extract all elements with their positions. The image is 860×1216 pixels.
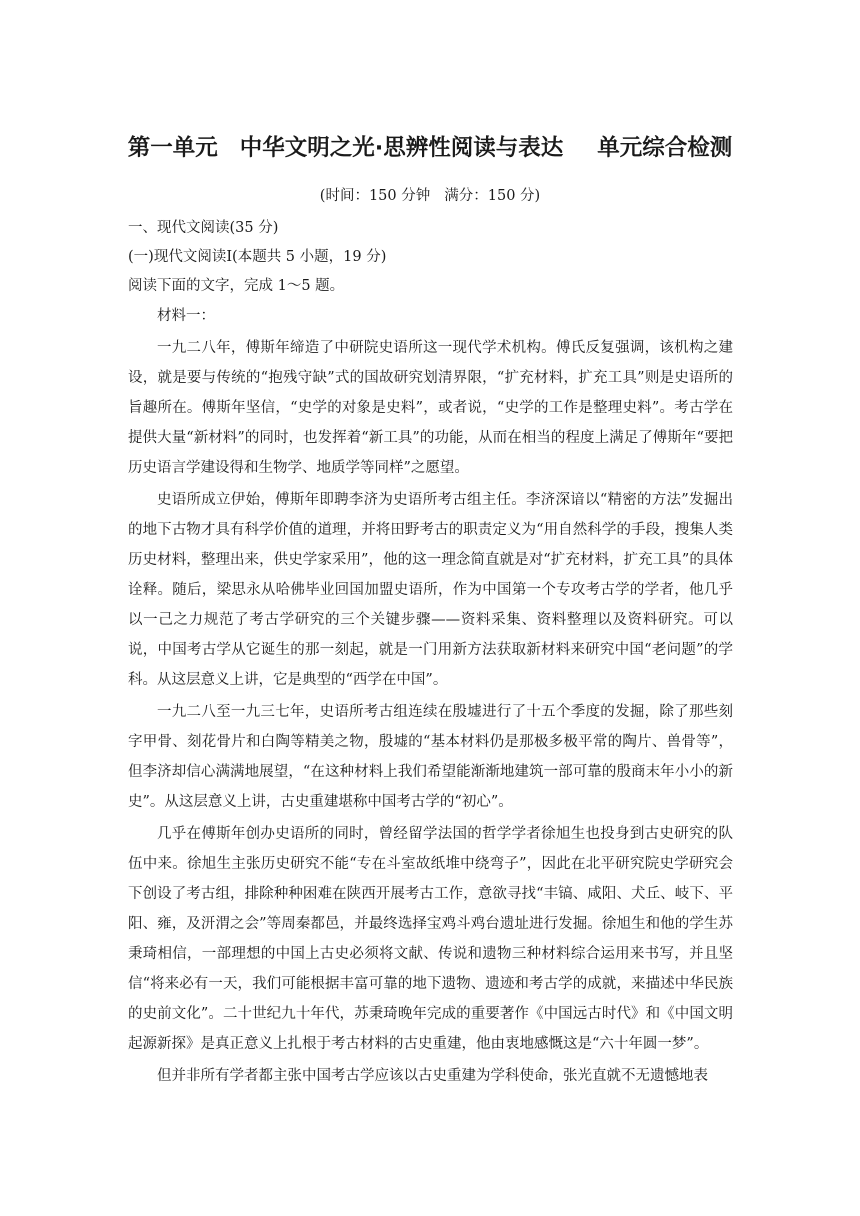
subsection-heading: (一)现代文阅读Ⅰ(本题共 5 小题，19 分): [128, 249, 387, 265]
title-unit: 第一单元: [127, 135, 218, 161]
material-label: 材料一：: [157, 308, 215, 324]
article-body: [128, 333, 733, 1093]
time-info: (时间：150 分钟: [319, 188, 431, 204]
paragraph-2: 史语所成立伊始，傅斯年即聘李济为史语所考古组主任。李济深谙以“精密的方法”发掘出的地下古物才具有科学价值的道理，并将田野考古的职责定义为“用自然科学的手段，搜集人类历史材料，整理出来，供史学家采用”，他的这一理念简直就是对“扩充材料，扩充工具”的具体诠释。随后，梁思永从哈佛毕业回国加盟史语所，作为中国第一个专攻考古学的学者，他几乎以一己之力规范了考古学研究的三个关键步骤——资料采集、资料整理以及资料研究。可以说，中国考古学从它诞生的那一刻起，就是一门用新方法获取新材料来研究中国“老问题”的学科。从这层意义上讲，它是典型的“西学在中国”。: [128, 492, 733, 688]
title-theme: 中华文明之光·思辨性阅读与表达: [239, 135, 564, 161]
page-title: [0, 128, 860, 168]
title-test-name: 单元综合检测: [597, 135, 733, 161]
paragraph-1: 一九二八年，傅斯年缔造了中研院史语所这一现代学术机构。傅氏反复强调，该机构之建设，就是要与传统的“抱残守缺”式的国故研究划清界限，“扩充材料，扩充工具”则是史语所的旨趣所在。傅斯年坚信，“史学的对象是史料”，或者说，“史学的工作是整理史料”。考古学在提供大量“新材料”的同时，也发挥着“新工具”的功能，从而在相当的程度上满足了傅斯年“要把历史语言学建设得和生物学、地质学等同样”之愿望。: [128, 340, 733, 476]
paragraph-3: 一九二八至一九三七年，史语所考古组连续在殷墟进行了十五个季度的发掘，除了那些刻字甲骨、刻花骨片和白陶等精美之物，殷墟的“基本材料仍是那极多极平常的陶片、兽骨等”，但李济却信心满满地展望，“在这种材料上我们希望能渐渐地建筑一部可靠的殷商末年小小的新史”。从这层意义上讲，古史重建堪称中国考古学的“初心”。: [128, 704, 733, 810]
score-info: 满分：150 分): [444, 188, 541, 204]
instruction-text: 阅读下面的文字，完成 1～5 题。: [128, 278, 345, 294]
paragraph-5: 但并非所有学者都主张中国考古学应该以古史重建为学科使命，张光直就不无遗憾地表: [157, 1068, 708, 1084]
paragraph-4: 几乎在傅斯年创办史语所的同时，曾经留学法国的哲学学者徐旭生也投身到古史研究的队伍中来。徐旭生主张历史研究不能“专在斗室故纸堆中绕弯子”，因此在北平研究院史学研究会下创设了考古组，排除种种困难在陕西开展考古工作，意欲寻找“丰镐、咸阳、犬丘、岐下、平阳、雍，及汧渭之会”等周秦都邑，并最终选择宝鸡斗鸡台遗址进行发掘。徐旭生和他的学生苏秉琦相信，一部理想的中国上古史必须将文献、传说和遗物三种材料综合运用来书写，并且坚信“将来必有一天，我们可能根据丰富可靠的地下遗物、遗迹和考古学的成就，来描述中华民族的史前文化”。二十世纪九十年代，苏秉琦晚年完成的重要著作《中国远古时代》和《中国文明起源新探》是真正意义上扎根于考古材料的古史重建，他由衷地感慨这是“六十年圆一梦”。: [128, 826, 733, 1052]
section-heading: 一、现代文阅读(35 分): [128, 220, 279, 236]
exam-info: [0, 184, 860, 208]
